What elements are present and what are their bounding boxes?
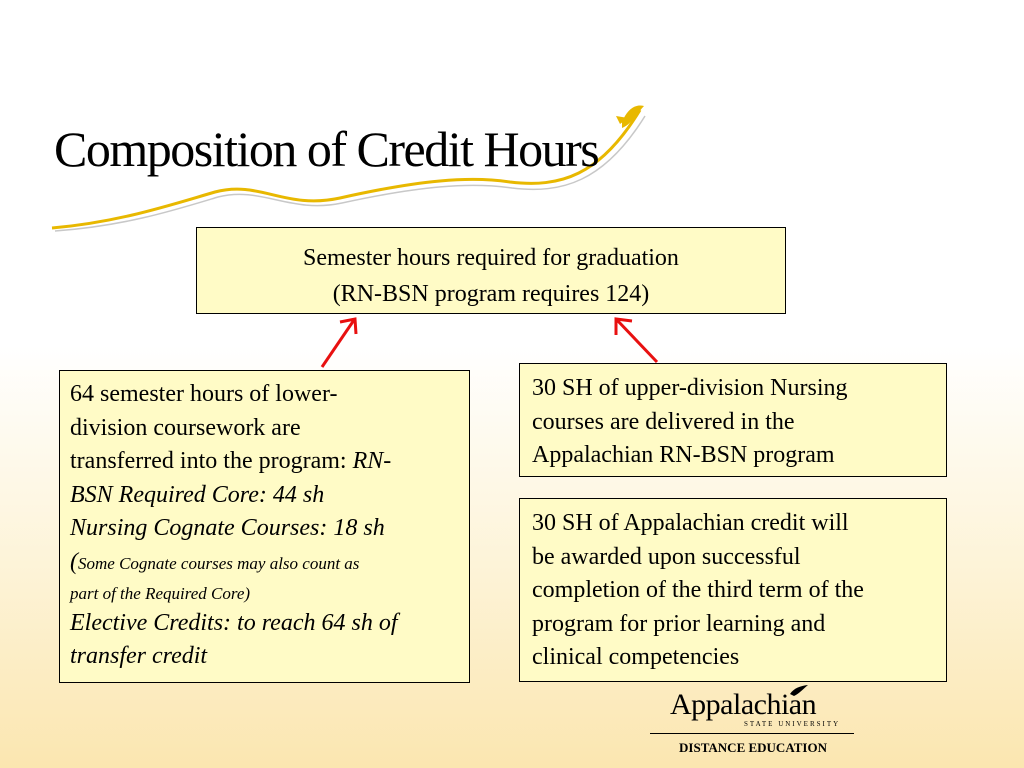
- logo-subtitle: STATE UNIVERSITY: [744, 720, 841, 728]
- left-box-line-5: Nursing Cognate Courses: 18 sh: [70, 515, 385, 542]
- slide-title: Composition of Credit Hours: [54, 121, 599, 177]
- left-box-line-3-plain: transferred into the program:: [70, 448, 353, 475]
- left-box-paren: (: [70, 548, 78, 575]
- right2-line-2: be awarded upon successful: [532, 543, 801, 570]
- logo-division: DISTANCE EDUCATION: [679, 740, 827, 755]
- top-box-line-1: Semester hours required for graduation: [303, 245, 679, 271]
- prior-learning-credit-box: [519, 498, 947, 682]
- right2-line-4: program for prior learning and: [532, 610, 826, 637]
- left-box-line-3-italic: RN-: [352, 448, 392, 475]
- top-box-line-2: (RN-BSN program requires 124): [332, 281, 650, 307]
- left-box-line-2: division coursework are: [70, 414, 301, 441]
- right1-line-2: courses are delivered in the: [532, 408, 795, 435]
- upper-division-box: [519, 363, 947, 477]
- logo-divider: [650, 733, 854, 734]
- left-box-line-6: [70, 546, 461, 580]
- left-box-line-9: transfer credit: [70, 643, 208, 670]
- right2-line-5: clinical competencies: [532, 644, 740, 671]
- left-box-note-1: Some Cognate courses may also count as: [78, 553, 360, 573]
- graduation-requirement-box: [196, 227, 786, 314]
- logo-name: Appalachian: [670, 688, 817, 721]
- right-arrow: [616, 319, 657, 362]
- left-box-note-2: part of the Required Core): [70, 583, 251, 603]
- left-box-line-4: BSN Required Core: 44 sh: [70, 481, 325, 508]
- right2-line-3: completion of the third term of the: [532, 577, 864, 604]
- left-box-line-3: [70, 445, 461, 479]
- lower-division-box: [59, 370, 470, 683]
- left-box-line-1: 64 semester hours of lower-: [70, 381, 338, 407]
- right1-line-3: Appalachian RN-BSN program: [532, 442, 835, 469]
- appalachian-logo: [648, 684, 858, 764]
- right1-line-1: 30 SH of upper-division Nursing: [532, 375, 848, 401]
- left-arrow: [322, 319, 356, 367]
- right2-line-1: 30 SH of Appalachian credit will: [532, 510, 849, 536]
- left-box-line-8: Elective Credits: to reach 64 sh of: [70, 609, 398, 636]
